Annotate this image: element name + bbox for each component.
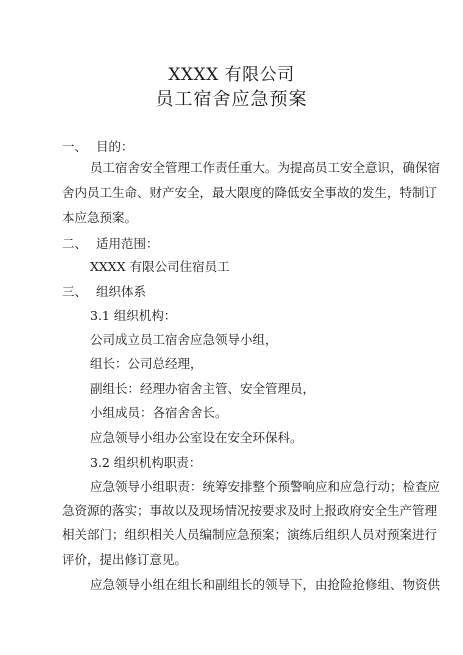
section-1-line-2: 舍内员工生命、财产安全，最大限度的降低安全事故的发生，特制订: [62, 185, 438, 200]
section-1-title: 目的：: [96, 139, 134, 154]
org-line-4: 小组成员：各宿舍舍长。: [90, 405, 228, 420]
duty-line-2: 急资源的落实；事故以及现场情况按要求及时上报政府安全生产管理: [62, 503, 438, 518]
org-line-1: 公司成立员工宿舍应急领导小组，: [90, 332, 278, 347]
section-2-content: XXXX 有限公司住宿员工: [90, 259, 230, 274]
section-1-line-3: 本应急预案。: [62, 210, 138, 225]
org-line-5: 应急领导小组办公室设在安全环保科。: [90, 430, 303, 445]
subsection-3-1-heading: 3.1 组织机构：: [90, 308, 177, 323]
org-line-3: 副组长：经理办宿舍主管、安全管理员，: [90, 381, 316, 396]
company-title: XXXX 有限公司: [168, 65, 295, 85]
section-1-heading: [62, 139, 134, 155]
org-line-2: 组长：公司总经理，: [90, 356, 203, 371]
section-3-title: 组织体系: [96, 284, 147, 299]
duty-line-3: 相关部门；组织相关人员编制应急预案；演练后组织人员对预案进行: [62, 527, 438, 542]
section-1-number: 一、: [62, 139, 88, 154]
section-2-number: 二、: [62, 236, 88, 251]
section-1-line-1: 员工宿舍安全管理工作责任重大。为提高员工安全意识，确保宿: [90, 160, 441, 175]
section-2-title: 适用范围：: [96, 236, 159, 251]
section-2-heading: [62, 236, 159, 252]
duty-line-5: 应急领导小组在组长和副组长的领导下，由抢险抢修组、物资供: [90, 577, 441, 592]
section-3-heading: [62, 284, 146, 300]
duty-line-1: 应急领导小组职责：统筹安排整个预警响应和应急行动；检查应: [90, 479, 441, 494]
section-3-number: 三、: [62, 284, 88, 299]
document-title: 员工宿舍应急预案: [155, 89, 308, 110]
duty-line-4: 评价，提出修订意见。: [62, 552, 188, 567]
subsection-3-2-heading: 3.2 组织机构职责：: [90, 455, 202, 470]
